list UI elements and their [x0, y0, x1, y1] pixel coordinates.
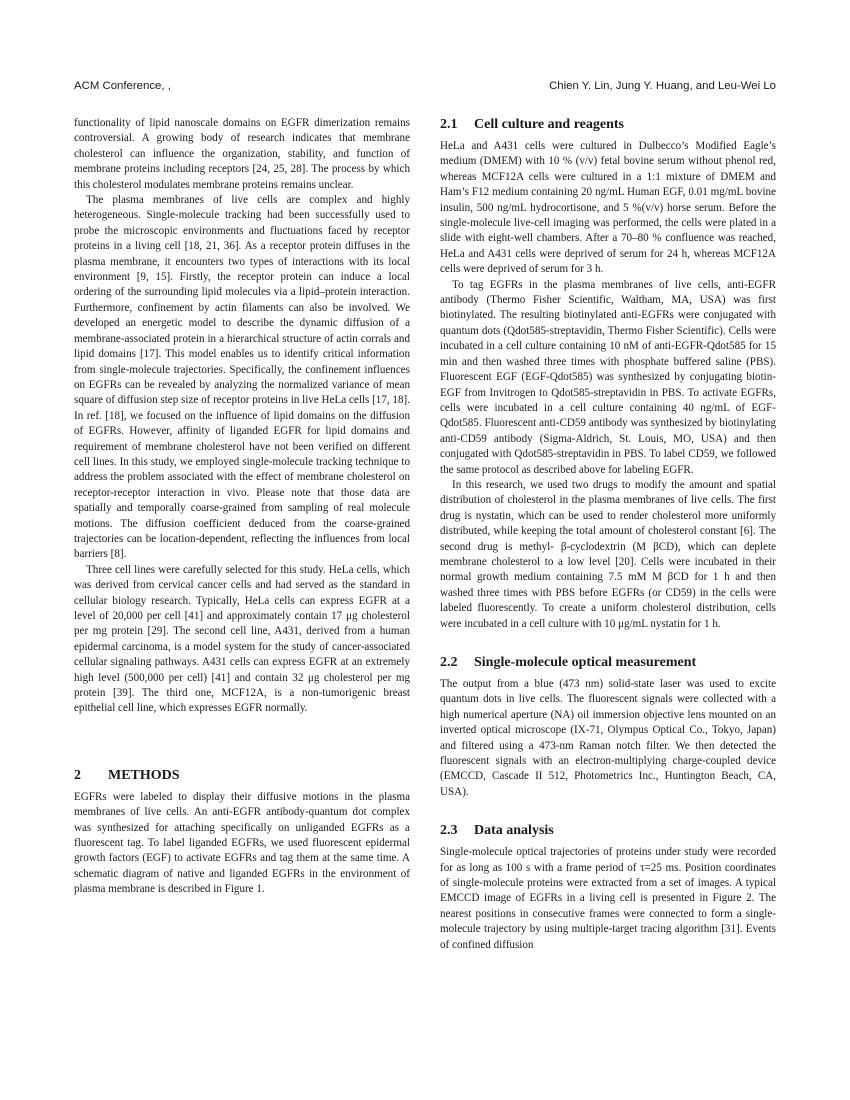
section-heading-2-1 [440, 116, 776, 134]
paragraph: Three cell lines were carefully selected for this study. HeLa cells, which was derived from cervical cancer cells and had served as the standard in cellular biology research. Typically, HeLa cells can express EGFR at a level of 20,000 per cell [41] and approximately contain 17 μg cholesterol per mg protein [29]. The second cell line, A431, derived from a human epidermal carcinoma, is a model system for the study of cancer-associated cellular signaling pathways. A431 cells can express EGFR at an extremely high level (500,000 per cell) [41] and contain 32 μg cholesterol per mg protein [39]. The third one, MCF12A, is a non-tumorigenic breast epithelial cell line, which expresses EGFR normally. [74, 563, 410, 715]
running-header [74, 80, 776, 98]
section-spacer [440, 632, 776, 654]
paragraph: The plasma membranes of live cells are complex and highly heterogeneous. Single-molecule tracking had been successfully used to probe the microscopic environments and fluctuations faced by receptor proteins in a living cell [18, 21, 36]. As a receptor protein diffuses in the plasma membrane, it encounters two types of interactions with its local environment [9, 15]. Firstly, the receptor protein can induce a local ordering of the surrounding lipid molecules via a lipid–protein interaction. Furthermore, confinement by actin filaments can also be involved. We developed an energetic model to describe the dynamic diffusion of a membrane-associated protein in a hierarchical structure of actin corrals and lipid domains [17]. This model enables us to identify critical information from single-molecule trajectories. Specifically, the confinement influences on EGFRs can be revealed by analyzing the normalized variance of mean square of diffusion step size of receptor proteins in live HeLa cells [17, 18]. In ref. [18], we focused on the influence of lipid domains on the diffusion of EGFRs. However, affinity of liganded EGFR for lipid domains and requirement of membrane cholesterol have not been verified on different cell lines. In this study, we employed single-molecule tracking technique to address the problem associated with the effect of membrane cholesterol on receptor-receptor interaction in vivo. Please note that those data are spatially and temporally coarse-grained from sampling of real molecule motions. The diffusion coefficient deduced from the coarse-grained trajectories can be location-dependent, reflecting the influences from local barriers [8]. [74, 194, 410, 561]
section-spacer [74, 717, 410, 767]
section-number: 2 [74, 767, 81, 783]
section-title: METHODS [108, 767, 180, 783]
section-number: 2.1 [440, 117, 458, 132]
header-venue: ACM Conference, , [74, 80, 171, 92]
paragraph: HeLa and A431 cells were cultured in Dulbecco’s Modified Eagle’s medium (DMEM) with 10 % (v/v) fetal bovine serum without phenol red, whereas MCF12A cells were cultured in a 1:1 mixture of DMEM and Ham’s F12 medium containing 20 ng/mL Human EGF, 0.01 mg/mL bovine insulin, 500 ng/mL hydrocortisone, and 5 %(v/v) horse serum. Before the single-molecule live-cell imaging was performed, the cells were plated in a slide with eight-well chambers. After a 70–80 % confluence was reached, HeLa and A431 cells were deprived of serum for 24 h, whereas MCF12A cells were deprived of serum for 3 h. [440, 140, 776, 276]
section-spacer [440, 800, 776, 822]
section-title: Data analysis [474, 823, 554, 839]
section-number: 2.3 [440, 823, 458, 839]
paragraph: Single-molecule optical trajectories of proteins under study were recorded for as long as 100 s with a frame period of τ=25 ms. Position coordinates of single-molecule proteins were extracted from a set of images. A typical EMCCD image of EGFRs in a living cell is presented in Figure 2. The nearest positions in consecutive frames were connected to form a single-molecule trajectory by using multiple-target tracing algorithm [31]. Events of confined diffusion [440, 846, 776, 951]
header-authors: Chien Y. Lin, Jung Y. Huang, and Leu-Wei Lo [549, 80, 776, 92]
section-heading-2-3 [440, 822, 776, 840]
section-title: Single-molecule optical measurement [474, 655, 697, 670]
paragraph: EGFRs were labeled to display their diffusive motions in the plasma membranes of live cells. An anti-EGFR antibody-quantum dot complex was synthesized for attaching specifically on unliganded EGFRs as a fluorescent tag. To label liganded EGFRs, we used fluorescent epidermal growth factors (EGF) to activate EGFRs and tag them at the same time. A schematic diagram of native and liganded EGFRs in the environment of plasma membrane is described in Figure 1. [74, 790, 410, 896]
section-heading-methods [74, 767, 410, 785]
paragraph: The output from a blue (473 nm) solid-state laser was used to excite quantum dots in live cells. The fluorescent signals were collected with a high numerical aperture (NA) oil immersion objective lens mounted on an inverted optical microscope (IX-71, Olympus Optical Co., Tokyo, Japan) and filtered using a 473-nm Raman notch filter. We then detected the fluorescent signals with an electron-multiplying charge-coupled device (EMCCD, Cascade II 512, Photometrics Inc., Huntington Beach, CA, USA). [440, 678, 776, 798]
section-heading-2-2 [440, 654, 776, 672]
paragraph: In this research, we used two drugs to modify the amount and spatial distribution of cholesterol in the plasma membranes of live cells. The first drug is nystatin, which can be used to render cholesterol more uniformly distributed, while keeping the total amount of cholesterol constant [6]. The second drug is methyl- β-cyclodextrin (M βCD), which can deplete membrane cholesterol to a low level [20]. Cells were incubated in their normal growth medium containing 7.5 mM M βCD for 1 h and then washed three times with PBS before EGFRs (or CD59) in the cells were labeled fluorescently. To create a uniform cholesterol distribution, cells were incubated in a cell culture with 10 μg/mL nystatin for 1 h. [440, 478, 776, 630]
right-column [440, 116, 776, 953]
paragraph: To tag EGFRs in the plasma membranes of live cells, anti-EGFR antibody (Thermo Fisher Scientific, Waltham, MA, USA) was first biotinylated. The resulting biotinylated anti-EGFRs were conjugated with quantum dots (Qdot585-streptavidin, Thermo Fisher Scientific). Cells were incubated in a cell culture containing 10 nM of anti-EGFR-Qdot585 for 15 min and then washed three times with phosphate buffered saline (PBS). Fluorescent EGF (EGF-Qdot585) was synthesized by conjugating biotin-EGF from Invitrogen to Qdot585-streptavidin in PBS. To activate EGFRs, cells were incubated in a cell culture containing 40 ng/mL of EGF-Qdot585. Fluorescent anti-CD59 antibody was synthesized by biotinylating anti-CD59 antibody (Sigma-Aldrich, St. Louis, MO, USA) and then conjugated with Qdot585-streptavidin in PBS. To label CD59, we followed the same protocol as described above for labeling EGFR. [440, 278, 776, 476]
paragraph: functionality of lipid nanoscale domains on EGFR dimerization remains controversial. A growing body of research indicates that membrane cholesterol can influence the organization, stability, and function of membrane proteins including receptors [24, 25, 28]. The process by which this cholesterol modulates membrane proteins remains unclear. [74, 117, 410, 191]
section-title: Cell culture and reagents [474, 117, 624, 132]
section-number: 2.2 [440, 655, 458, 670]
left-column [74, 116, 410, 898]
